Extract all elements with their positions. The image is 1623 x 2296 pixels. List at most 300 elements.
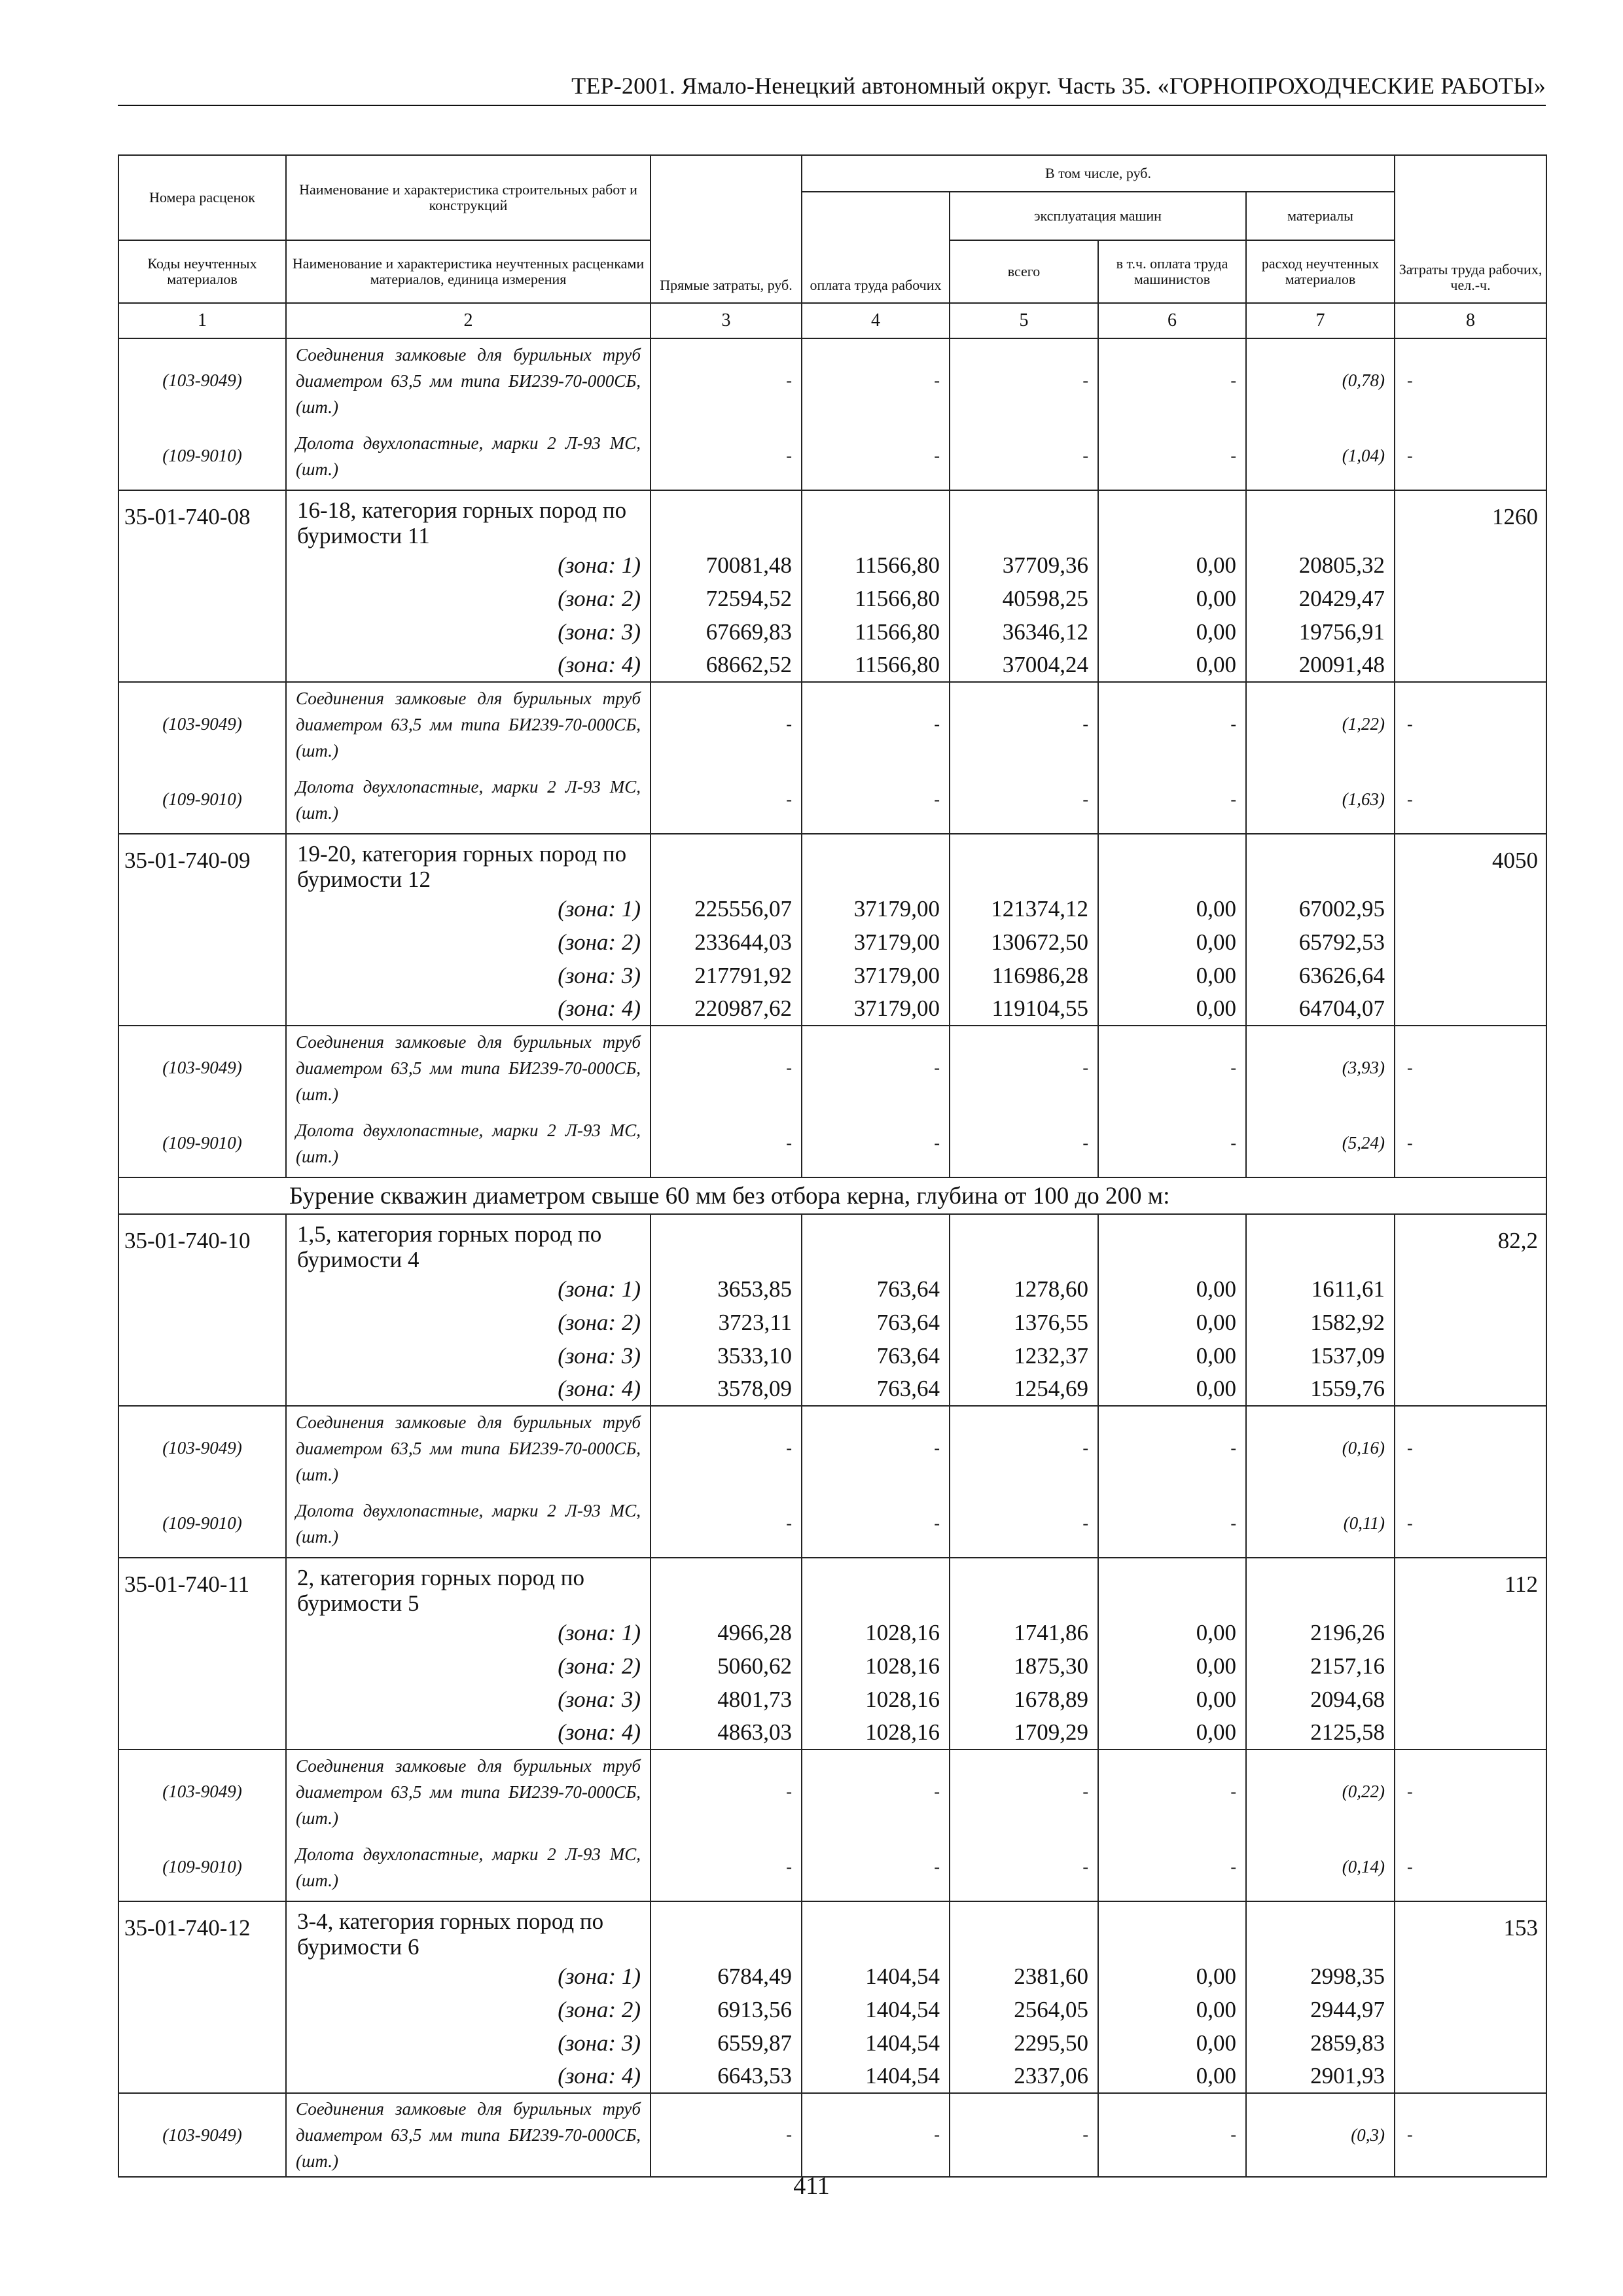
header-machinist-wages: в т.ч. оплата труда машинистов	[1098, 240, 1246, 303]
zone-label: (зона: 4)	[286, 649, 651, 682]
machinist-wages-value: 0,00	[1098, 1306, 1246, 1339]
material-code: (109-9010)	[118, 1833, 286, 1901]
wages-value: 11566,80	[802, 548, 950, 582]
rate-title-row	[118, 490, 1546, 548]
materials-value: 1559,76	[1246, 1372, 1395, 1406]
empty-value-dash: -	[651, 338, 802, 422]
empty-value-dash: -	[950, 1026, 1098, 1109]
material-row	[118, 1490, 1546, 1558]
wages-value: 1028,16	[802, 1716, 950, 1749]
header-materials-usage: расход неучтенных материалов	[1246, 240, 1395, 303]
direct-costs-value: 5060,62	[651, 1649, 802, 1683]
zone-label: (зона: 4)	[286, 1716, 651, 1749]
machines-total-value: 36346,12	[950, 615, 1098, 649]
zone-label: (зона: 4)	[286, 992, 651, 1026]
direct-costs-value: 3653,85	[651, 1272, 802, 1306]
materials-value: 63626,64	[1246, 959, 1395, 992]
materials-value: 20805,32	[1246, 548, 1395, 582]
materials-value: 2157,16	[1246, 1649, 1395, 1683]
zone-label: (зона: 2)	[286, 582, 651, 615]
empty-cell	[950, 490, 1098, 548]
table-body	[118, 338, 1546, 2177]
running-header: ТЕР-2001. Ямало-Ненецкий автономный округ. Часть 35. «ГОРНОПРОХОДЧЕСКИЕ РАБОТЫ»	[571, 73, 1546, 99]
material-quantity: (0,16)	[1246, 1406, 1395, 1490]
material-code: (109-9010)	[118, 766, 286, 834]
direct-costs-value: 6559,87	[651, 2026, 802, 2060]
empty-cell	[651, 1214, 802, 1272]
column-number: 3	[651, 303, 802, 338]
empty-value-dash: -	[802, 2093, 950, 2177]
direct-costs-value: 6643,53	[651, 2060, 802, 2093]
wages-value: 763,64	[802, 1272, 950, 1306]
material-row	[118, 682, 1546, 766]
rate-title: 16-18, категория горных пород по буримости 11	[286, 490, 651, 548]
material-description: Соединения замковые для бурильных труб диаметром 63,5 мм типа БИ239-70-000СБ, (шт.)	[286, 682, 651, 766]
empty-value-dash: -	[1395, 1026, 1546, 1109]
rate-code: 35-01-740-08	[118, 490, 286, 682]
empty-value-dash: -	[1098, 1490, 1246, 1558]
empty-cell	[1246, 1901, 1395, 1960]
zone-row	[118, 1372, 1546, 1406]
machinist-wages-value: 0,00	[1098, 1339, 1246, 1372]
material-quantity: (0,14)	[1246, 1833, 1395, 1901]
wages-value: 1404,54	[802, 2026, 950, 2060]
materials-value: 65792,53	[1246, 925, 1395, 959]
column-number: 7	[1246, 303, 1395, 338]
zone-label: (зона: 1)	[286, 548, 651, 582]
material-row	[118, 1026, 1546, 1109]
machinist-wages-value: 0,00	[1098, 1716, 1246, 1749]
column-number: 4	[802, 303, 950, 338]
materials-value: 1611,61	[1246, 1272, 1395, 1306]
zone-row	[118, 548, 1546, 582]
materials-value: 2944,97	[1246, 1993, 1395, 2026]
rate-title-row	[118, 1901, 1546, 1960]
rate-title: 2, категория горных пород по буримости 5	[286, 1558, 651, 1616]
material-description: Долота двухлопастные, марки 2 Л-93 МС, (шт.)	[286, 1490, 651, 1558]
empty-cell	[950, 1901, 1098, 1960]
empty-value-dash: -	[802, 1109, 950, 1177]
machines-total-value: 121374,12	[950, 892, 1098, 925]
rate-title: 19-20, категория горных пород по буримости 12	[286, 834, 651, 892]
material-row	[118, 1749, 1546, 1833]
column-number: 2	[286, 303, 651, 338]
empty-cell	[950, 834, 1098, 892]
machinist-wages-value: 0,00	[1098, 1372, 1246, 1406]
machines-total-value: 2564,05	[950, 1993, 1098, 2026]
material-description: Соединения замковые для бурильных труб диаметром 63,5 мм типа БИ239-70-000СБ, (шт.)	[286, 2093, 651, 2177]
empty-value-dash: -	[1395, 1490, 1546, 1558]
header-machines-total: всего	[950, 240, 1098, 303]
zone-label: (зона: 2)	[286, 925, 651, 959]
zone-label: (зона: 3)	[286, 2026, 651, 2060]
wages-value: 1404,54	[802, 2060, 950, 2093]
empty-cell	[651, 1558, 802, 1616]
machines-total-value: 1232,37	[950, 1339, 1098, 1372]
materials-value: 2094,68	[1246, 1683, 1395, 1716]
empty-cell	[651, 834, 802, 892]
zone-row	[118, 1306, 1546, 1339]
zone-row	[118, 2060, 1546, 2093]
zone-row	[118, 959, 1546, 992]
machines-total-value: 40598,25	[950, 582, 1098, 615]
material-description: Долота двухлопастные, марки 2 Л-93 МС, (шт.)	[286, 422, 651, 490]
materials-value: 2125,58	[1246, 1716, 1395, 1749]
empty-cell	[1246, 1214, 1395, 1272]
zone-row	[118, 1649, 1546, 1683]
material-quantity: (0,11)	[1246, 1490, 1395, 1558]
machinist-wages-value: 0,00	[1098, 992, 1246, 1026]
empty-cell	[802, 1214, 950, 1272]
direct-costs-value: 217791,92	[651, 959, 802, 992]
machines-total-value: 1376,55	[950, 1306, 1098, 1339]
empty-value-dash: -	[802, 1833, 950, 1901]
materials-value: 19756,91	[1246, 615, 1395, 649]
empty-cell	[651, 490, 802, 548]
rate-title-row	[118, 834, 1546, 892]
wages-value: 1028,16	[802, 1649, 950, 1683]
materials-value: 2901,93	[1246, 2060, 1395, 2093]
empty-cell	[1098, 490, 1246, 548]
empty-value-dash: -	[651, 1026, 802, 1109]
direct-costs-value: 67669,83	[651, 615, 802, 649]
empty-value-dash: -	[1395, 1833, 1546, 1901]
empty-cell	[1246, 490, 1395, 548]
machinist-wages-value: 0,00	[1098, 582, 1246, 615]
machinist-wages-value: 0,00	[1098, 1649, 1246, 1683]
material-code: (103-9049)	[118, 1026, 286, 1109]
machinist-wages-value: 0,00	[1098, 2060, 1246, 2093]
empty-value-dash: -	[802, 1749, 950, 1833]
materials-value: 1582,92	[1246, 1306, 1395, 1339]
material-code: (103-9049)	[118, 1749, 286, 1833]
empty-value-dash: -	[802, 1490, 950, 1558]
header-col1-top: Номера расценок	[118, 155, 286, 240]
zone-row	[118, 1960, 1546, 1993]
zone-row	[118, 582, 1546, 615]
header-labor-costs: Затраты труда рабочих, чел.-ч.	[1395, 155, 1546, 303]
zone-label: (зона: 2)	[286, 1306, 651, 1339]
zone-row	[118, 2026, 1546, 2060]
empty-value-dash: -	[1098, 338, 1246, 422]
material-code: (103-9049)	[118, 2093, 286, 2177]
wages-value: 37179,00	[802, 959, 950, 992]
direct-costs-value: 72594,52	[651, 582, 802, 615]
machinist-wages-value: 0,00	[1098, 1616, 1246, 1649]
materials-value: 20091,48	[1246, 649, 1395, 682]
header-col2-bottom: Наименование и характеристика неучтенных расценками материалов, единица измерения	[286, 240, 651, 303]
empty-cell	[651, 1901, 802, 1960]
wages-value: 11566,80	[802, 582, 950, 615]
material-row	[118, 1109, 1546, 1177]
machinist-wages-value: 0,00	[1098, 959, 1246, 992]
rate-code: 35-01-740-12	[118, 1901, 286, 2093]
empty-value-dash: -	[1098, 1026, 1246, 1109]
rate-title: 1,5, категория горных пород по буримости 4	[286, 1214, 651, 1272]
empty-value-dash: -	[950, 766, 1098, 834]
zone-label: (зона: 1)	[286, 1616, 651, 1649]
zone-label: (зона: 3)	[286, 1683, 651, 1716]
machinist-wages-value: 0,00	[1098, 548, 1246, 582]
rate-code: 35-01-740-10	[118, 1214, 286, 1406]
section-heading: Бурение скважин диаметром свыше 60 мм без отбора керна, глубина от 100 до 200 м:	[118, 1177, 1546, 1214]
direct-costs-value: 220987,62	[651, 992, 802, 1026]
wages-value: 763,64	[802, 1306, 950, 1339]
empty-value-dash: -	[802, 338, 950, 422]
empty-value-dash: -	[1395, 422, 1546, 490]
rate-code: 35-01-740-09	[118, 834, 286, 1026]
rate-title: 3-4, категория горных пород по буримости 6	[286, 1901, 651, 1960]
wages-value: 1404,54	[802, 1993, 950, 2026]
machines-total-value: 1678,89	[950, 1683, 1098, 1716]
column-number: 6	[1098, 303, 1246, 338]
empty-value-dash: -	[950, 1109, 1098, 1177]
material-description: Долота двухлопастные, марки 2 Л-93 МС, (шт.)	[286, 1833, 651, 1901]
material-row	[118, 766, 1546, 834]
empty-cell	[802, 490, 950, 548]
machinist-wages-value: 0,00	[1098, 1960, 1246, 1993]
empty-value-dash: -	[950, 1833, 1098, 1901]
empty-value-dash: -	[950, 1749, 1098, 1833]
rate-code: 35-01-740-11	[118, 1558, 286, 1749]
wages-value: 1404,54	[802, 1960, 950, 1993]
machines-total-value: 1278,60	[950, 1272, 1098, 1306]
material-description: Соединения замковые для бурильных труб диаметром 63,5 мм типа БИ239-70-000СБ, (шт.)	[286, 1026, 651, 1109]
machines-total-value: 2295,50	[950, 2026, 1098, 2060]
machines-total-value: 130672,50	[950, 925, 1098, 959]
machinist-wages-value: 0,00	[1098, 615, 1246, 649]
empty-value-dash: -	[950, 338, 1098, 422]
header-col1-bottom: Коды неучтенных материалов	[118, 240, 286, 303]
empty-value-dash: -	[1098, 422, 1246, 490]
rate-title-row	[118, 1214, 1546, 1272]
header-including-group: В том числе, руб.	[802, 155, 1395, 192]
header-materials-group: материалы	[1246, 192, 1395, 240]
machinist-wages-value: 0,00	[1098, 925, 1246, 959]
machines-total-value: 37004,24	[950, 649, 1098, 682]
material-description: Соединения замковые для бурильных труб диаметром 63,5 мм типа БИ239-70-000СБ, (шт.)	[286, 338, 651, 422]
empty-value-dash: -	[651, 1833, 802, 1901]
wages-value: 1028,16	[802, 1616, 950, 1649]
zone-label: (зона: 3)	[286, 1339, 651, 1372]
empty-value-dash: -	[1395, 2093, 1546, 2177]
zone-row	[118, 1616, 1546, 1649]
empty-value-dash: -	[950, 422, 1098, 490]
direct-costs-value: 4966,28	[651, 1616, 802, 1649]
machines-total-value: 1741,86	[950, 1616, 1098, 1649]
machines-total-value: 37709,36	[950, 548, 1098, 582]
labor-hours: 4050	[1395, 834, 1546, 1026]
materials-value: 2859,83	[1246, 2026, 1395, 2060]
empty-value-dash: -	[651, 422, 802, 490]
material-description: Соединения замковые для бурильных труб диаметром 63,5 мм типа БИ239-70-000СБ, (шт.)	[286, 1406, 651, 1490]
wages-value: 11566,80	[802, 649, 950, 682]
empty-value-dash: -	[1395, 1109, 1546, 1177]
machines-total-value: 119104,55	[950, 992, 1098, 1026]
empty-value-dash: -	[950, 1490, 1098, 1558]
material-code: (103-9049)	[118, 682, 286, 766]
machines-total-value: 1254,69	[950, 1372, 1098, 1406]
zone-label: (зона: 2)	[286, 1649, 651, 1683]
header-machines-group: эксплуатация машин	[950, 192, 1246, 240]
zone-label: (зона: 4)	[286, 2060, 651, 2093]
empty-value-dash: -	[1098, 1749, 1246, 1833]
rate-title-row	[118, 1558, 1546, 1616]
material-quantity: (0,22)	[1246, 1749, 1395, 1833]
materials-value: 2196,26	[1246, 1616, 1395, 1649]
wages-value: 763,64	[802, 1372, 950, 1406]
material-description: Соединения замковые для бурильных труб диаметром 63,5 мм типа БИ239-70-000СБ, (шт.)	[286, 1749, 651, 1833]
section-heading-row	[118, 1177, 1546, 1214]
material-quantity: (0,78)	[1246, 338, 1395, 422]
material-row	[118, 422, 1546, 490]
empty-value-dash: -	[802, 766, 950, 834]
material-code: (103-9049)	[118, 338, 286, 422]
empty-cell	[802, 1901, 950, 1960]
wages-value: 37179,00	[802, 925, 950, 959]
machinist-wages-value: 0,00	[1098, 649, 1246, 682]
column-number: 1	[118, 303, 286, 338]
empty-value-dash: -	[950, 682, 1098, 766]
zone-label: (зона: 1)	[286, 1960, 651, 1993]
zone-label: (зона: 1)	[286, 892, 651, 925]
materials-value: 67002,95	[1246, 892, 1395, 925]
zone-row	[118, 1716, 1546, 1749]
empty-value-dash: -	[1098, 682, 1246, 766]
material-description: Долота двухлопастные, марки 2 Л-93 МС, (шт.)	[286, 766, 651, 834]
machinist-wages-value: 0,00	[1098, 1993, 1246, 2026]
labor-hours: 153	[1395, 1901, 1546, 2093]
machinist-wages-value: 0,00	[1098, 1683, 1246, 1716]
wages-value: 763,64	[802, 1339, 950, 1372]
empty-cell	[1098, 834, 1246, 892]
direct-costs-value: 4863,03	[651, 1716, 802, 1749]
empty-value-dash: -	[651, 1109, 802, 1177]
table-header	[118, 155, 1546, 338]
empty-value-dash: -	[1395, 766, 1546, 834]
wages-value: 11566,80	[802, 615, 950, 649]
empty-value-dash: -	[1098, 1406, 1246, 1490]
materials-value: 2998,35	[1246, 1960, 1395, 1993]
wages-value: 1028,16	[802, 1683, 950, 1716]
empty-cell	[1098, 1901, 1246, 1960]
empty-cell	[1246, 1558, 1395, 1616]
zone-row	[118, 1993, 1546, 2026]
direct-costs-value: 3533,10	[651, 1339, 802, 1372]
machinist-wages-value: 0,00	[1098, 892, 1246, 925]
wages-value: 37179,00	[802, 892, 950, 925]
header-rule	[118, 105, 1546, 106]
zone-label: (зона: 4)	[286, 1372, 651, 1406]
direct-costs-value: 3578,09	[651, 1372, 802, 1406]
wages-value: 37179,00	[802, 992, 950, 1026]
material-quantity: (3,93)	[1246, 1026, 1395, 1109]
empty-cell	[1098, 1214, 1246, 1272]
empty-value-dash: -	[1395, 1749, 1546, 1833]
empty-value-dash: -	[1098, 766, 1246, 834]
header-col2-top: Наименование и характеристика строительных работ и конструкций	[286, 155, 651, 240]
material-description: Долота двухлопастные, марки 2 Л-93 МС, (шт.)	[286, 1109, 651, 1177]
rates-table	[118, 154, 1547, 2178]
labor-hours: 112	[1395, 1558, 1546, 1749]
empty-value-dash: -	[802, 1406, 950, 1490]
empty-value-dash: -	[950, 1406, 1098, 1490]
column-number: 5	[950, 303, 1098, 338]
zone-row	[118, 1683, 1546, 1716]
material-quantity: (0,3)	[1246, 2093, 1395, 2177]
empty-cell	[950, 1558, 1098, 1616]
zone-row	[118, 992, 1546, 1026]
material-code: (109-9010)	[118, 1490, 286, 1558]
direct-costs-value: 6784,49	[651, 1960, 802, 1993]
zone-row	[118, 615, 1546, 649]
zone-row	[118, 1272, 1546, 1306]
empty-cell	[1098, 1558, 1246, 1616]
material-row	[118, 2093, 1546, 2177]
empty-value-dash: -	[1395, 338, 1546, 422]
direct-costs-value: 225556,07	[651, 892, 802, 925]
materials-value: 64704,07	[1246, 992, 1395, 1026]
empty-value-dash: -	[1098, 2093, 1246, 2177]
material-row	[118, 1833, 1546, 1901]
machines-total-value: 2337,06	[950, 2060, 1098, 2093]
empty-value-dash: -	[651, 1749, 802, 1833]
material-code: (109-9010)	[118, 1109, 286, 1177]
empty-value-dash: -	[802, 682, 950, 766]
zone-row	[118, 1339, 1546, 1372]
empty-value-dash: -	[1395, 1406, 1546, 1490]
machinist-wages-value: 0,00	[1098, 2026, 1246, 2060]
zone-label: (зона: 1)	[286, 1272, 651, 1306]
zone-row	[118, 925, 1546, 959]
header-wages: оплата труда рабочих	[802, 192, 950, 303]
machines-total-value: 1875,30	[950, 1649, 1098, 1683]
empty-value-dash: -	[1098, 1833, 1246, 1901]
empty-value-dash: -	[950, 2093, 1098, 2177]
page-number: 411	[793, 2172, 830, 2200]
zone-label: (зона: 3)	[286, 959, 651, 992]
machinist-wages-value: 0,00	[1098, 1272, 1246, 1306]
zone-label: (зона: 3)	[286, 615, 651, 649]
column-numbers-row	[118, 303, 1546, 338]
header-direct-costs: Прямые затраты, руб.	[651, 155, 802, 303]
zone-row	[118, 649, 1546, 682]
material-row	[118, 1406, 1546, 1490]
material-quantity: (1,22)	[1246, 682, 1395, 766]
empty-value-dash: -	[802, 1026, 950, 1109]
empty-cell	[802, 834, 950, 892]
empty-value-dash: -	[651, 2093, 802, 2177]
empty-value-dash: -	[651, 1406, 802, 1490]
direct-costs-value: 6913,56	[651, 1993, 802, 2026]
empty-value-dash: -	[1098, 1109, 1246, 1177]
material-quantity: (5,24)	[1246, 1109, 1395, 1177]
material-row	[118, 338, 1546, 422]
zone-row	[118, 892, 1546, 925]
empty-value-dash: -	[1395, 682, 1546, 766]
empty-value-dash: -	[651, 682, 802, 766]
direct-costs-value: 4801,73	[651, 1683, 802, 1716]
empty-cell	[950, 1214, 1098, 1272]
direct-costs-value: 70081,48	[651, 548, 802, 582]
zone-label: (зона: 2)	[286, 1993, 651, 2026]
machines-total-value: 2381,60	[950, 1960, 1098, 1993]
empty-value-dash: -	[651, 1490, 802, 1558]
labor-hours: 1260	[1395, 490, 1546, 682]
empty-value-dash: -	[651, 766, 802, 834]
material-quantity: (1,63)	[1246, 766, 1395, 834]
material-code: (109-9010)	[118, 422, 286, 490]
